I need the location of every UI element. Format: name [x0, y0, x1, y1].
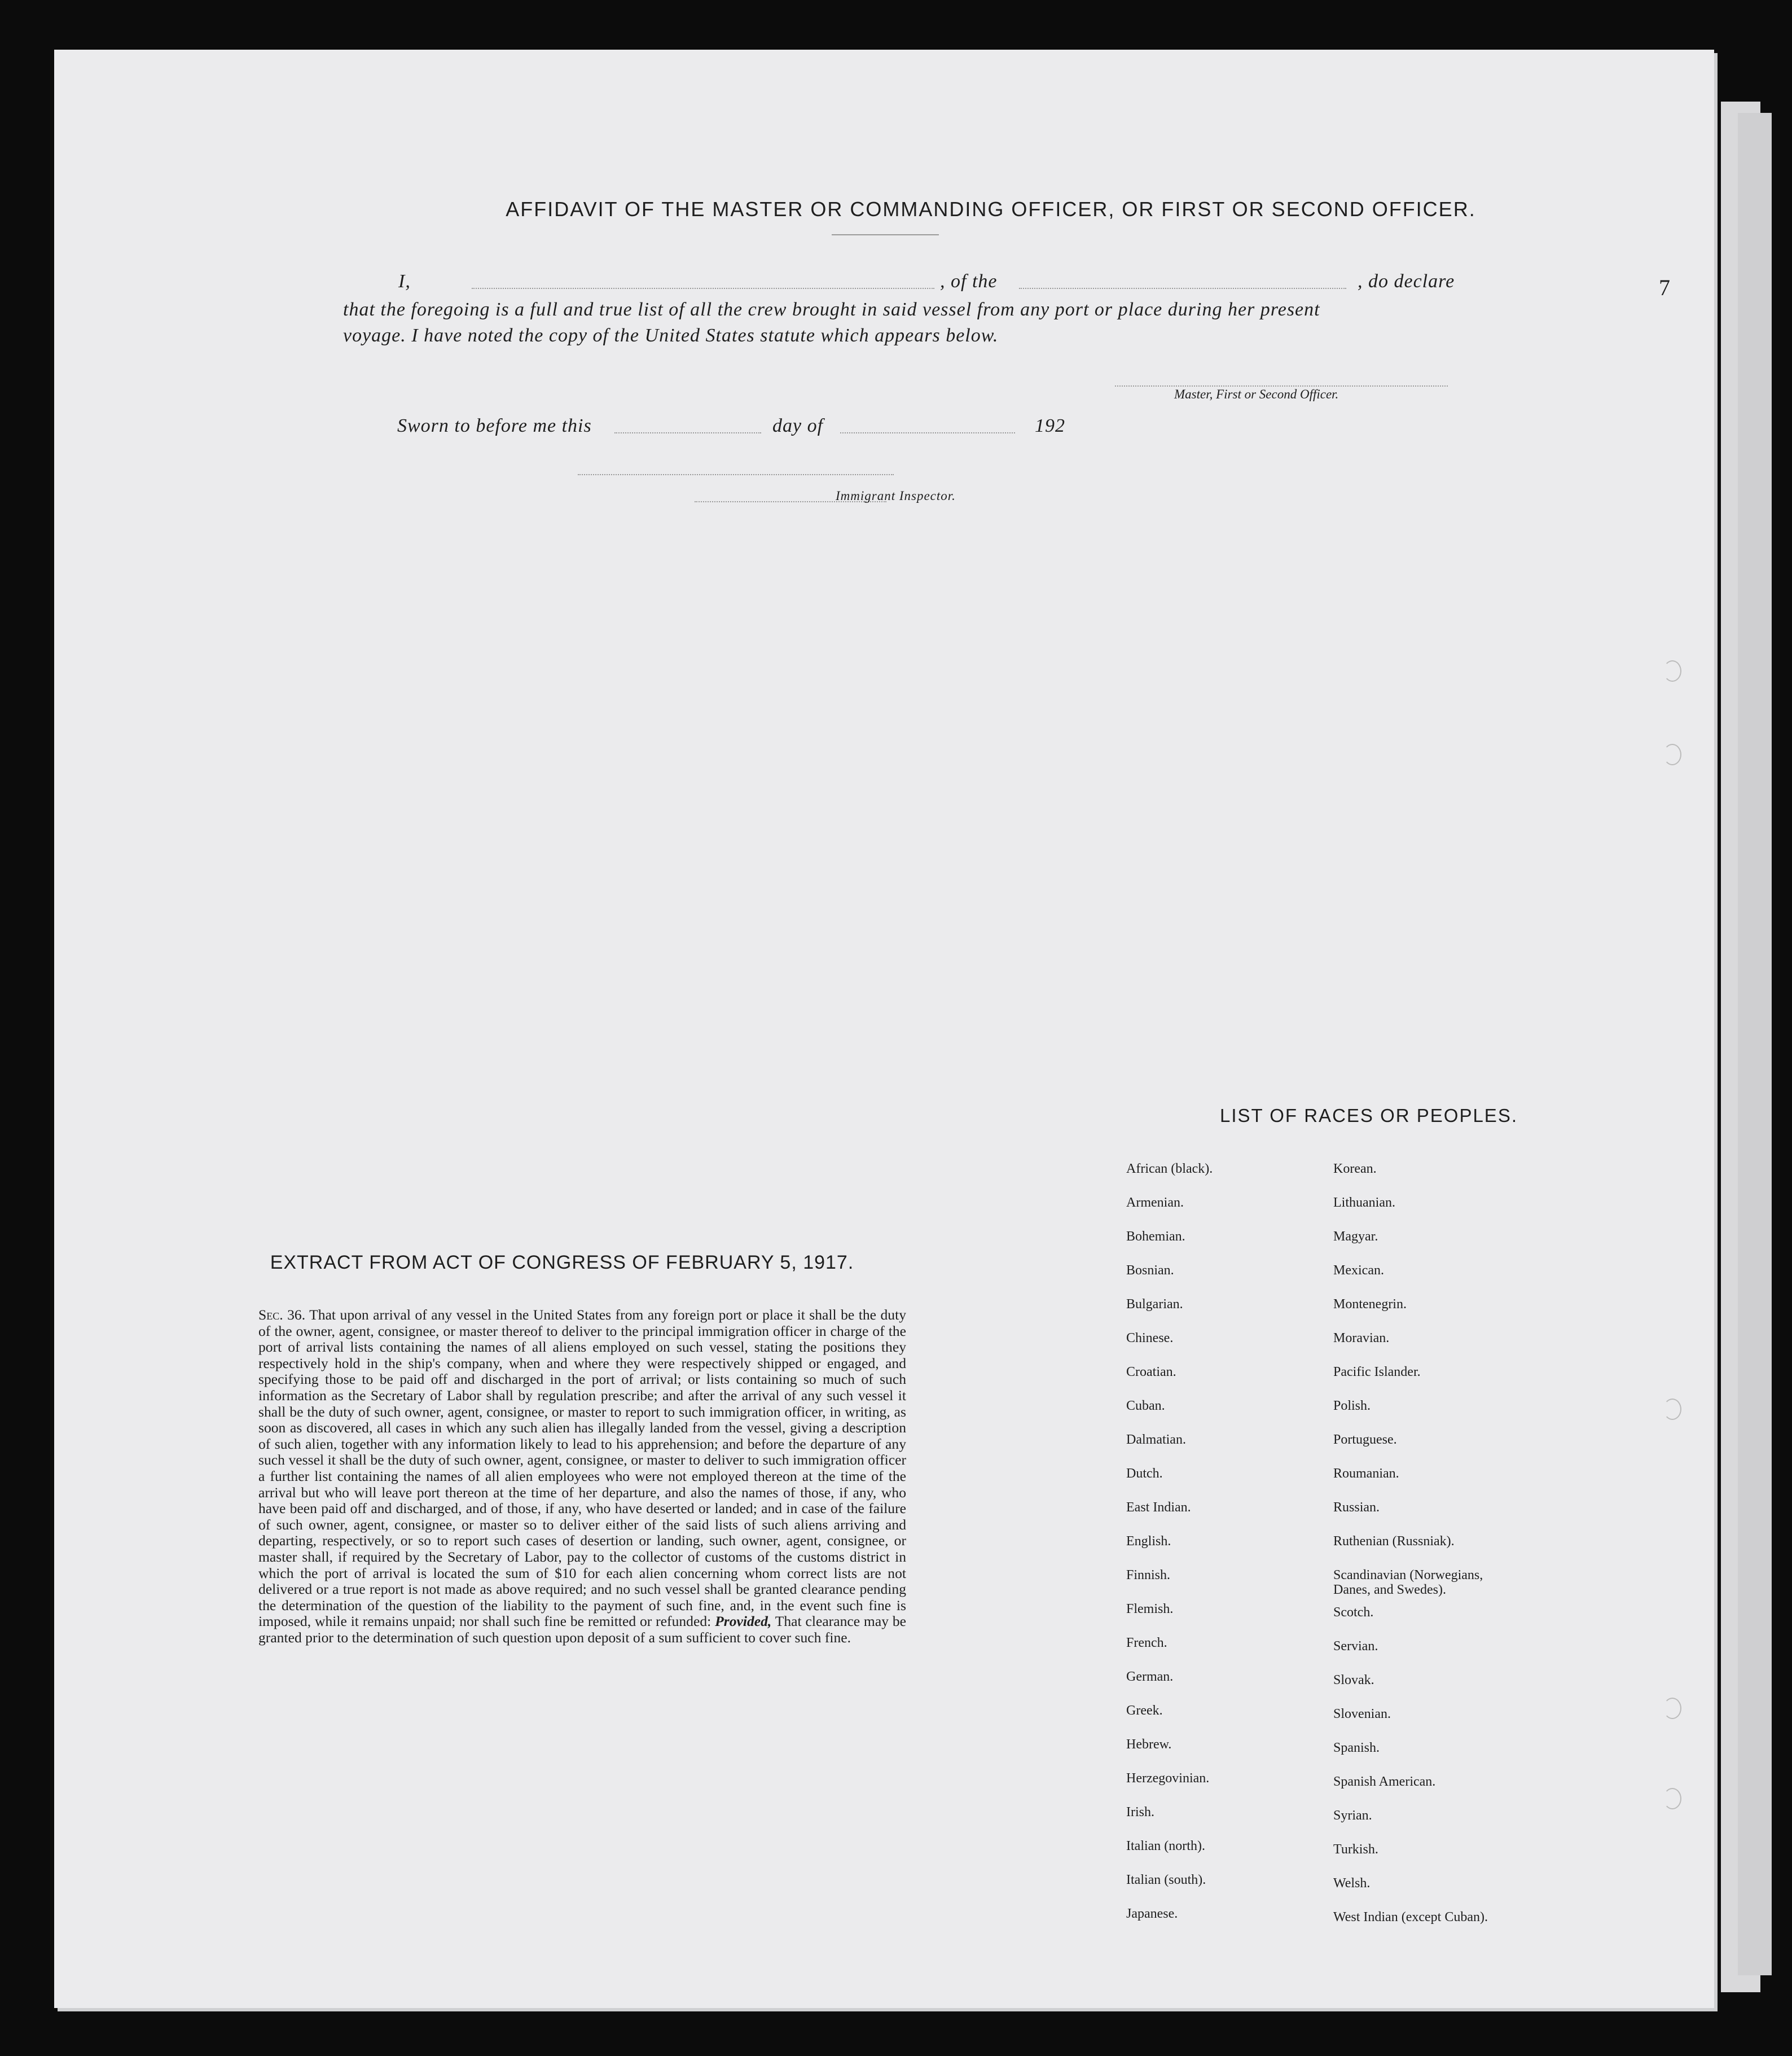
- title-underline: [832, 234, 939, 235]
- race-item: Polish.: [1333, 1399, 1371, 1413]
- extract-text: [258, 1307, 906, 1646]
- race-item: Roumanian.: [1333, 1466, 1399, 1481]
- races-left-column: [1126, 1161, 1307, 1974]
- punch-hole: [1663, 1698, 1681, 1719]
- race-item: Bulgarian.: [1126, 1297, 1183, 1312]
- race-item: Ruthenian (Russniak).: [1333, 1534, 1455, 1549]
- race-item: Turkish.: [1333, 1842, 1378, 1857]
- race-item: West Indian (except Cuban).: [1333, 1910, 1488, 1925]
- provided-word: Provided,: [715, 1613, 772, 1630]
- race-item: Chinese.: [1126, 1331, 1174, 1345]
- race-item: Scandinavian (Norwegians, Danes, and Swedes).: [1333, 1568, 1483, 1597]
- punch-hole: [1663, 1788, 1681, 1809]
- race-item: Spanish American.: [1333, 1774, 1436, 1789]
- section-text-end: That clearance may be granted prior to the determination of such question upon deposit of a sum sufficient to cover such fine.: [258, 1613, 907, 1646]
- affidavit-title: AFFIDAVIT OF THE MASTER OR COMMANDING OFFICER, OR FIRST OR SECOND OFFICER.: [506, 198, 1476, 221]
- race-item: Lithuanian.: [1333, 1195, 1395, 1210]
- race-item: English.: [1126, 1534, 1171, 1549]
- affidavit-of-the: , of the: [940, 271, 998, 292]
- sworn-month-field[interactable]: [840, 432, 1015, 433]
- race-item: Pacific Islander.: [1333, 1365, 1421, 1379]
- races-right-column: [1333, 1161, 1570, 1974]
- race-item: French.: [1126, 1636, 1167, 1650]
- race-item: Syrian.: [1333, 1808, 1372, 1823]
- affidavit-line3: voyage. I have noted the copy of the United States statute which appears below.: [343, 325, 999, 346]
- inspector-signature-line-1[interactable]: [578, 474, 894, 475]
- punch-hole: [1663, 1399, 1681, 1420]
- vessel-name-field[interactable]: [1019, 288, 1346, 289]
- race-item: Herzegovinian.: [1126, 1771, 1210, 1786]
- race-item: Slovak.: [1333, 1673, 1374, 1687]
- handwritten-page-number: 7: [1659, 275, 1670, 300]
- race-item: Cuban.: [1126, 1399, 1165, 1413]
- underlying-page-edge-2: [1738, 113, 1772, 1975]
- section-text: That upon arrival of any vessel in the United States from any foreign port or place it shall be the duty of the owner, agent, consignee, or master thereof to deliver to the principal immigration officer in charge of the port of arrival lists containing the names of all aliens employed on such vessel, stating the positions they respectively hold in the ship's company, when and where they were respectively shipped or engaged, and specifying those to be paid off and discharged in the port of arrival; or lists containing so much of such information as the Secretary of Labor shall by regulation prescribe; and after the arrival of any such vessel it shall be the duty of such owner, agent, consignee, or master to report to such immigration officer, in writing, as soon as discovered, all cases in which any such alien has illegally landed from the vessel, giving a description of such alien, together with any information likely to lead to his apprehension; and before the departure of any such vessel it shall be the duty of such owner, agent, consignee, or master to deliver to such immigration officer a further list containing the names of all alien employees who were not employed thereon at the time of the arrival but who will leave port thereon at the time of her departure, and also the names of those, if any, who have been paid off and discharged, and of those, if any, who have deserted or landed; and in case of the failure of such owner, agent, consignee, or master so to deliver either of the said lists of such aliens arriving and departing, respectively, or so to report such cases of desertion or landing, such owner, agent, consignee, or master shall, if required by the Secretary of Labor, pay to the collector of customs of the customs district in which the port of arrival is located the sum of $10 for each alien concerning whom correct lists are not delivered or a true report is not made as above required; and no such vessel shall be granted clearance pending the determination of the question of the liability to the payment of such fine, and, in the event such fine is imposed, while it remains unpaid; nor shall such fine be remitted or refunded:: [258, 1307, 907, 1630]
- race-item: Irish.: [1126, 1805, 1154, 1820]
- section-label: Sec. 36.: [258, 1307, 306, 1323]
- race-item: Flemish.: [1126, 1602, 1174, 1616]
- race-item: Italian (north).: [1126, 1839, 1205, 1853]
- race-item: Dutch.: [1126, 1466, 1163, 1481]
- document-page: [54, 50, 1714, 2008]
- master-signature-line[interactable]: [1115, 385, 1448, 387]
- affidavit-line1: [398, 271, 1470, 299]
- race-item: Italian (south).: [1126, 1873, 1206, 1887]
- inspector-label: Immigrant Inspector.: [836, 489, 956, 503]
- race-item: Korean.: [1333, 1161, 1377, 1176]
- race-item: Scotch.: [1333, 1605, 1374, 1620]
- race-item: Portuguese.: [1333, 1432, 1397, 1447]
- affidavit-i: I,: [398, 271, 411, 292]
- declarant-name-field[interactable]: [472, 288, 934, 289]
- day-of-text: day of: [772, 415, 824, 436]
- race-item: Magyar.: [1333, 1229, 1378, 1244]
- race-item: Armenian.: [1126, 1195, 1184, 1210]
- sworn-line: [397, 415, 1131, 444]
- race-item: East Indian.: [1126, 1500, 1191, 1515]
- race-item: Hebrew.: [1126, 1737, 1172, 1752]
- race-item: Croatian.: [1126, 1365, 1176, 1379]
- master-label: Master, First or Second Officer.: [1174, 387, 1339, 401]
- punch-hole: [1663, 744, 1681, 765]
- affidavit-declare: , do declare: [1358, 271, 1455, 292]
- sworn-day-field[interactable]: [614, 432, 761, 433]
- sworn-text: Sworn to before me this: [397, 415, 592, 436]
- race-item: Greek.: [1126, 1703, 1163, 1718]
- race-item: Finnish.: [1126, 1568, 1171, 1582]
- race-item: Spanish.: [1333, 1741, 1380, 1755]
- races-title: LIST OF RACES OR PEOPLES.: [1219, 1105, 1518, 1126]
- race-item: Mexican.: [1333, 1263, 1384, 1278]
- race-item: Russian.: [1333, 1500, 1380, 1515]
- punch-hole: [1663, 660, 1681, 682]
- race-item: Bosnian.: [1126, 1263, 1174, 1278]
- race-item: Moravian.: [1333, 1331, 1390, 1345]
- race-item: Welsh.: [1333, 1876, 1371, 1891]
- race-item: Slovenian.: [1333, 1707, 1391, 1721]
- extract-title: EXTRACT FROM ACT OF CONGRESS OF FEBRUARY 5, 1917.: [270, 1252, 854, 1273]
- race-item: Dalmatian.: [1126, 1432, 1186, 1447]
- race-item: German.: [1126, 1669, 1174, 1684]
- affidavit-line2: that the foregoing is a full and true list of all the crew brought in said vessel from any port or place during her present: [343, 299, 1320, 320]
- race-item: Servian.: [1333, 1639, 1378, 1654]
- year-prefix: 192: [1035, 415, 1065, 436]
- race-item: Japanese.: [1126, 1906, 1178, 1921]
- race-item: African (black).: [1126, 1161, 1213, 1176]
- race-item: Montenegrin.: [1333, 1297, 1407, 1312]
- race-item: Bohemian.: [1126, 1229, 1185, 1244]
